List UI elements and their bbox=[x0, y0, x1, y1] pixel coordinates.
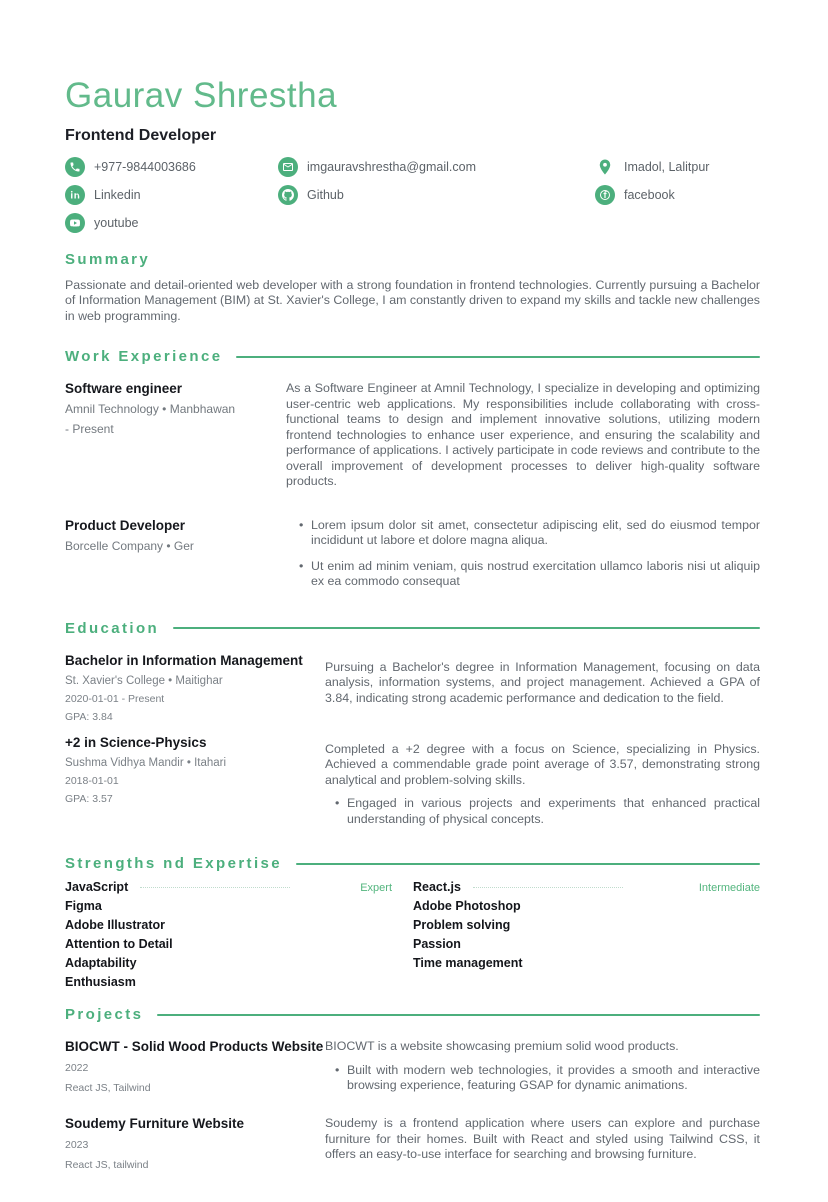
skill-row bbox=[65, 956, 392, 975]
project-year: 2022 bbox=[65, 1062, 89, 1075]
skill-row bbox=[65, 937, 392, 956]
education-gpa: GPA: 3.57 bbox=[65, 792, 113, 805]
skill-row bbox=[413, 937, 760, 956]
work-entry-right bbox=[286, 518, 760, 590]
section-heading-skills bbox=[65, 855, 760, 872]
skill-name: Passion bbox=[413, 937, 461, 952]
project-title: Soudemy Furniture Website bbox=[65, 1116, 245, 1132]
project-entry-left bbox=[65, 1039, 325, 1094]
job-bullet: • Lorem ipsum dolor sit amet, consectetur adipiscing elit, sed do eiusmod tempor incididunt ut labore et dolore magna aliqua. bbox=[299, 518, 760, 549]
section-heading-summary bbox=[65, 251, 760, 268]
project-stack: React JS, tailwind bbox=[65, 1159, 149, 1172]
skill-row bbox=[65, 918, 392, 937]
contact-label: +977-9844003686 bbox=[94, 159, 196, 174]
education-bullet: • Engaged in various projects and experiments that enhanced practical understanding of physical concepts. bbox=[335, 796, 760, 827]
school-name: St. Xavier's College • Maitighar bbox=[65, 674, 223, 687]
job-org: Borcelle Company • Ger bbox=[65, 538, 194, 553]
education-entry bbox=[65, 735, 760, 828]
education-date: 2020-01-01 - Present bbox=[65, 692, 165, 705]
project-entry-left bbox=[65, 1116, 325, 1171]
skill-level: Intermediate bbox=[698, 882, 760, 895]
contact-label: Imadol, Lalitpur bbox=[624, 159, 710, 174]
job-description: As a Software Engineer at Amnil Technology, I specialize in developing and optimizing user-centric web applications. My responsibilities include collaborating with cross-functional teams to design and implement innovative solutions, utilizing modern frontend technologies to enhance user experience, and ensuring the scalability and performance of applications. I actively participate in code reviews and contribute to the overall improvement of development processes to deliver high-quality software products. bbox=[286, 381, 760, 489]
education-entry-right bbox=[325, 653, 760, 723]
skill-name: JavaScript bbox=[65, 880, 129, 895]
contact-location[interactable] bbox=[595, 157, 760, 177]
contact-label: Github bbox=[307, 187, 344, 202]
education-gpa: GPA: 3.84 bbox=[65, 710, 113, 723]
skill-name: Attention to Detail bbox=[65, 937, 173, 952]
contact-youtube[interactable] bbox=[65, 213, 278, 233]
project-description: BIOCWT is a website showcasing premium solid wood products. bbox=[325, 1039, 679, 1054]
work-entry-left bbox=[65, 381, 286, 490]
skill-row bbox=[413, 880, 760, 899]
section-divider bbox=[173, 627, 760, 629]
contact-phone[interactable] bbox=[65, 157, 278, 177]
skill-leader-line bbox=[473, 887, 623, 888]
section-title: Education bbox=[65, 619, 160, 637]
skill-row bbox=[413, 899, 760, 918]
summary-text: Passionate and detail-oriented web developer with a strong foundation in frontend technologies. Currently pursuing a Bachelor of Information Management (BIM) at St. Xavier's College, I am constantly driven to expand my skills and tackle new challenges in web programming. bbox=[65, 277, 760, 323]
section-title: Work Experience bbox=[65, 348, 223, 366]
skill-level: Expert bbox=[360, 882, 392, 895]
contact-linkedin[interactable] bbox=[65, 185, 278, 205]
contact-label: facebook bbox=[624, 187, 675, 202]
project-entry-right bbox=[325, 1116, 760, 1171]
phone-icon bbox=[65, 157, 85, 177]
skill-row bbox=[65, 880, 392, 899]
project-description: Soudemy is a frontend application where users can explore and purchase furniture for their homes. Built with React and styled using Tailwind CSS, it offers an easy-to-use interface for searching and browsing furniture. bbox=[325, 1116, 760, 1162]
email-icon bbox=[278, 157, 298, 177]
contact-email[interactable] bbox=[278, 157, 595, 177]
skill-name: Enthusiasm bbox=[65, 975, 136, 990]
degree-title: Bachelor in Information Management bbox=[65, 652, 303, 668]
section-title: Projects bbox=[65, 1006, 144, 1024]
contact-label: Linkedin bbox=[94, 187, 141, 202]
person-name: Gaurav Shrestha bbox=[65, 76, 338, 115]
skill-name: Problem solving bbox=[413, 918, 511, 933]
project-year: 2023 bbox=[65, 1139, 89, 1152]
job-bullet: • Ut enim ad minim veniam, quis nostrud exercitation ullamco laboris nisi ut aliquip ex ea commodo consequat bbox=[299, 559, 760, 590]
job-title: Software engineer bbox=[65, 381, 183, 397]
skill-name: Figma bbox=[65, 899, 102, 914]
work-entry bbox=[65, 381, 760, 490]
section-heading-education bbox=[65, 620, 760, 637]
work-entry-right bbox=[286, 381, 760, 490]
section-divider bbox=[157, 1014, 760, 1016]
skill-row bbox=[65, 899, 392, 918]
person-title: Frontend Developer bbox=[65, 126, 217, 144]
project-entry-right bbox=[325, 1039, 760, 1094]
section-heading-projects bbox=[65, 1006, 760, 1023]
education-entry-left bbox=[65, 653, 325, 723]
degree-title: +2 in Science-Physics bbox=[65, 734, 207, 750]
contact-grid bbox=[65, 157, 760, 233]
github-icon bbox=[278, 185, 298, 205]
location-icon bbox=[595, 157, 615, 177]
contact-label: imgauravshrestha@gmail.com bbox=[307, 159, 477, 174]
education-entry-right bbox=[325, 735, 760, 828]
facebook-icon bbox=[595, 185, 615, 205]
skill-name: Adaptability bbox=[65, 956, 137, 971]
project-entry bbox=[65, 1116, 760, 1171]
section-divider bbox=[296, 863, 760, 865]
job-period: - Present bbox=[65, 422, 114, 437]
education-entry-left bbox=[65, 735, 325, 828]
skill-name: Adobe Illustrator bbox=[65, 918, 166, 933]
linkedin-icon bbox=[65, 185, 85, 205]
skills-grid bbox=[65, 880, 760, 994]
skills-column-right bbox=[413, 880, 760, 994]
skill-row bbox=[413, 918, 760, 937]
skills-column-left bbox=[65, 880, 392, 994]
section-divider bbox=[236, 356, 760, 358]
project-title: BIOCWT - Solid Wood Products Website bbox=[65, 1039, 324, 1055]
skill-row bbox=[413, 956, 760, 975]
contact-label: youtube bbox=[94, 215, 139, 230]
section-heading-work bbox=[65, 348, 760, 365]
skill-row bbox=[65, 975, 392, 994]
work-entry bbox=[65, 518, 760, 590]
work-entry-left bbox=[65, 518, 286, 590]
skill-leader-line bbox=[140, 887, 290, 888]
contact-github[interactable] bbox=[278, 185, 595, 205]
job-title: Product Developer bbox=[65, 517, 186, 533]
job-org: Amnil Technology • Manbhawan bbox=[65, 402, 236, 417]
section-title: Strengths nd Expertise bbox=[65, 855, 283, 873]
education-description: Completed a +2 degree with a focus on Science, specializing in Physics. Achieved a commendable grade point average of 3.57, demonstrating strong analytical and problem-solving skills. bbox=[325, 741, 760, 787]
section-title: Summary bbox=[65, 250, 151, 268]
education-date: 2018-01-01 bbox=[65, 774, 119, 787]
education-entry bbox=[65, 653, 760, 723]
skill-name: Time management bbox=[413, 956, 523, 971]
school-name: Sushma Vidhya Mandir • Itahari bbox=[65, 756, 227, 769]
contact-facebook[interactable] bbox=[595, 185, 760, 205]
education-description: Pursuing a Bachelor's degree in Information Management, focusing on data analysis, information systems, and project management. Achieved a GPA of 3.84, indicating strong academic performance and dedication to the field. bbox=[325, 659, 760, 705]
skill-name: React.js bbox=[413, 880, 461, 895]
youtube-icon bbox=[65, 213, 85, 233]
project-stack: React JS, Tailwind bbox=[65, 1082, 151, 1095]
project-bullet: • Built with modern web technologies, it provides a smooth and interactive browsing experience, featuring GSAP for dynamic animations. bbox=[335, 1063, 760, 1094]
project-entry bbox=[65, 1039, 760, 1094]
skill-name: Adobe Photoshop bbox=[413, 899, 521, 914]
